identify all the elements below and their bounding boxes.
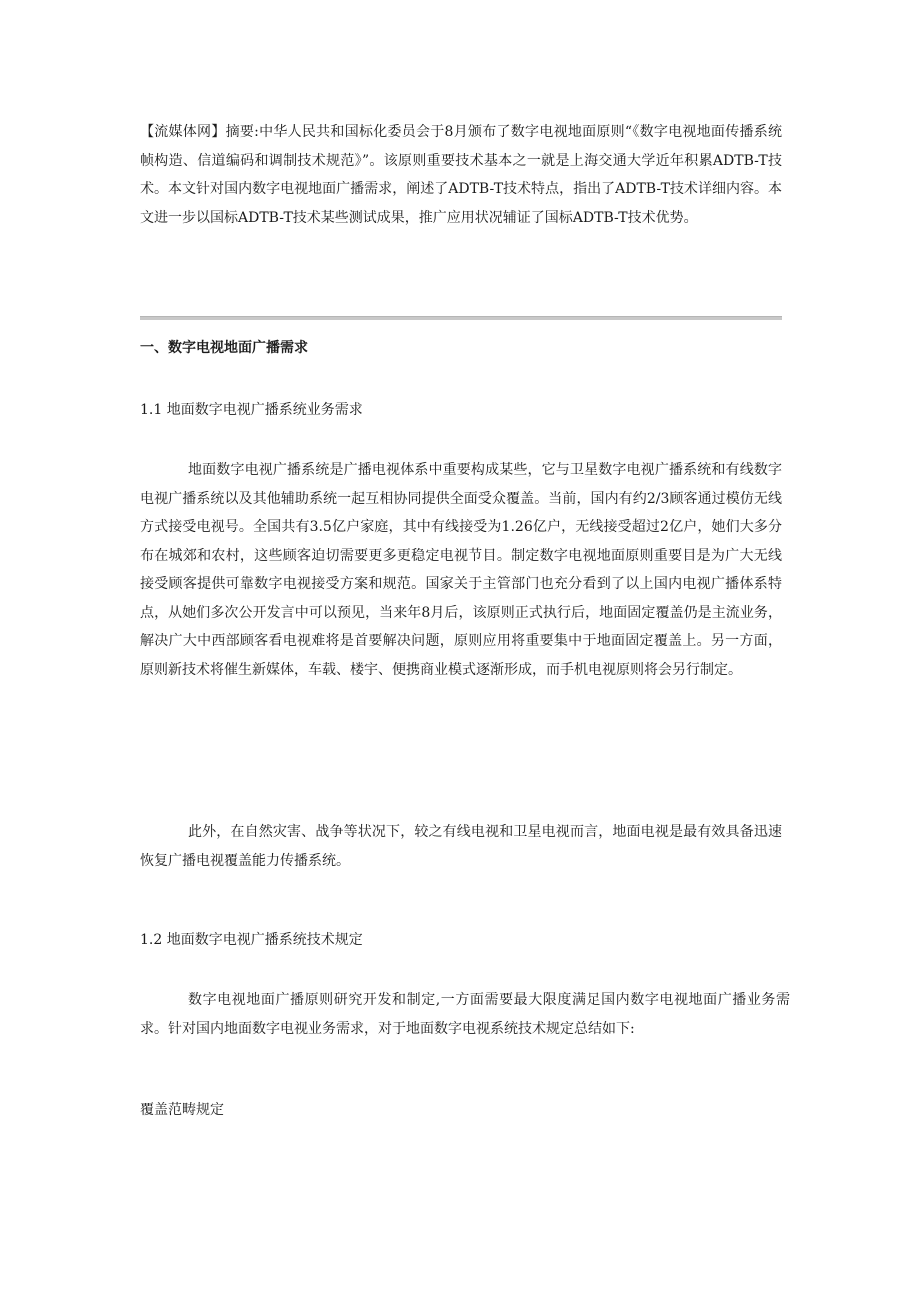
body-paragraph-2: 此外，在自然灾害、战争等状况下，较之有线电视和卫星电视而言，地面电视是最有效具备迅速恢复广播电视覆盖能力传播系统。 [140,824,782,869]
section-heading-1-2: 1.2 地面数字电视广播系统技术规定 [140,932,363,948]
abstract-paragraph: 【流媒体网】摘要:中华人民共和国标化委员会于8月颁布了数字电视地面原则“《数字电视地面传播系统帧构造、信道编码和调制技术规范》”。该原则重要技术基本之一就是上海交通大学近年积累ADTB-T技术。本文针对国内数字电视地面广播需求，阐述了ADTB-T技术特点，指出了ADTB-T技术详细内容。本文进一步以国标ADTB-T技术某些测试成果，推广应用状况辅证了国标ADTB-T技术优势。 [140,124,782,226]
body-paragraph-3: 数字电视地面广播原则研究开发和制定,一方面需要最大限度满足国内数字电视地面广播业务需求。针对国内地面数字电视业务需求，对于地面数字电视系统技术规定总结如下: [140,992,790,1037]
body-paragraph-1: 地面数字电视广播系统是广播电视体系中重要构成某些，它与卫星数字电视广播系统和有线数字电视广播系统以及其他辅助系统一起互相协同提供全面受众覆盖。当前，国内有约2/3顾客通过模仿无线方式接受电视号。全国共有3.5亿户家庭，其中有线接受为1.26亿户，无线接受超过2亿户，她们大多分布在城郊和农村，这些顾客迫切需要更多更稳定电视节目。制定数字电视地面原则重要目是为广大无线接受顾客提供可靠数字电视接受方案和规范。国家关于主管部门也充分看到了以上国内电视广播体系特点，从她们多次公开发言中可以预见，当来年8月后，该原则正式执行后，地面固定覆盖仍是主流业务，解决广大中西部顾客看电视难将是首要解决问题，原则应用将重要集中于地面固定覆盖上。另一方面，原则新技术将催生新媒体，车载、楼宇、便携商业模式逐渐形成，而手机电视原则将会另行制定。 [140,462,782,678]
horizontal-divider [140,316,782,320]
section-heading-1-1: 1.1 地面数字电视广播系统业务需求 [140,402,363,418]
sub-heading-coverage: 覆盖范畴规定 [140,1102,224,1118]
section-heading-1: 一、数字电视地面广播需求 [140,340,308,356]
